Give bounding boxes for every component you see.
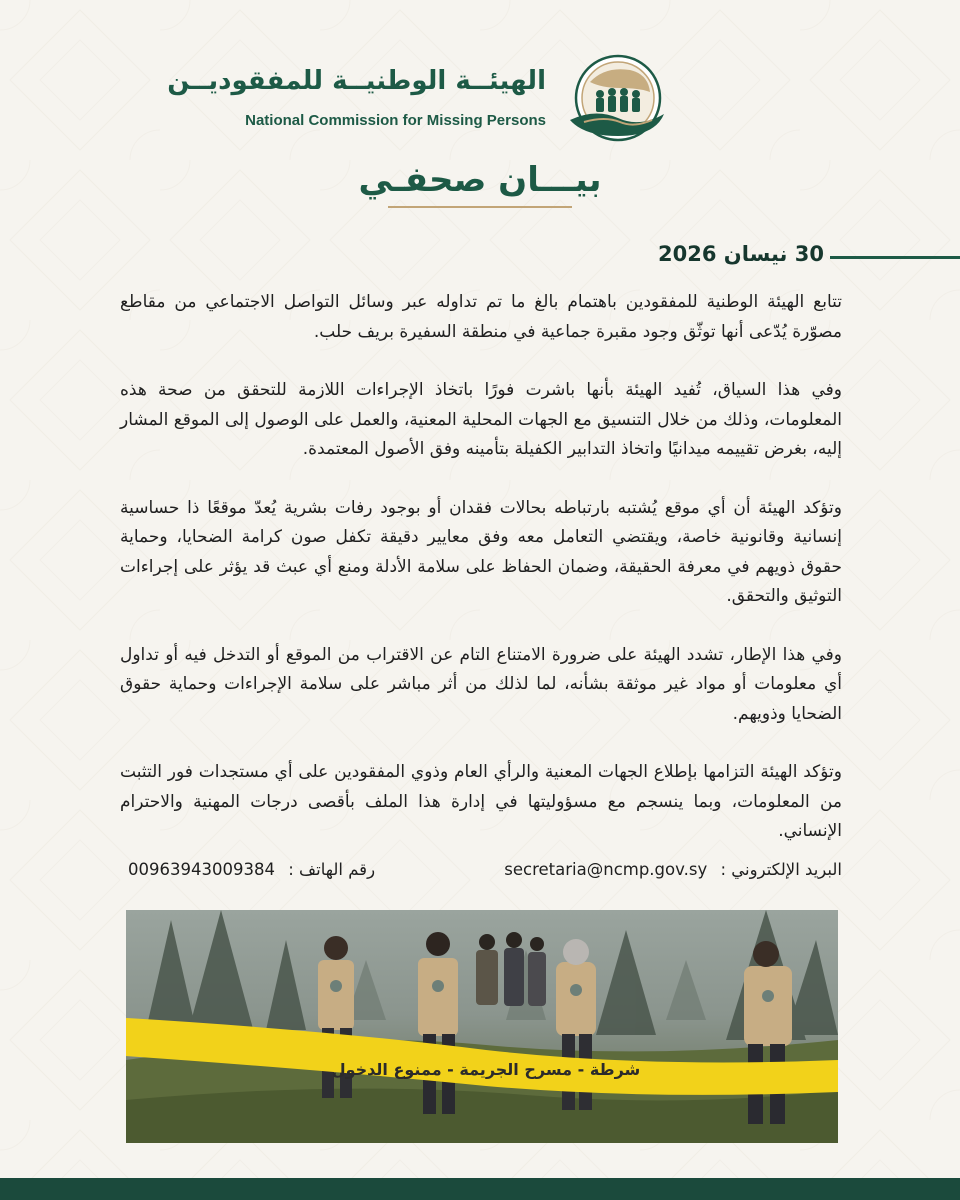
header (167, 52, 670, 147)
paragraph-1: تتابع الهيئة الوطنية للمفقودين باهتمام بالغ ما تم تداوله عبر وسائل التواصل الاجتماعي من مقاطع مصوّرة يُدّعى أنها توثّق وجود مقبرة جماعية في منطقة السفيرة بريف حلب. (120, 292, 842, 342)
email-value[interactable]: secretaria@ncmp.gov.sy (504, 860, 708, 879)
phone-value[interactable]: 00963943009384 (128, 860, 275, 879)
organization-name-english: National Commission for Missing Persons (245, 112, 546, 129)
date-row (0, 240, 960, 276)
police-tape-text: شرطة - مسرح الجريمة - ممنوع الدخول (331, 1060, 641, 1079)
contact-row (120, 860, 842, 890)
paragraph-3: وتؤكد الهيئة أن أي موقع يُشتبه بارتباطه بحالات فقدان أو بوجود رفات بشرية يُعدّ موقعًا ذا حساسية إنسانية وقانونية خاصة، ويقتضي التعامل معه وفق معايير دقيقة تكفل صون كرامة الضحايا، وحماية حقوق ذويهم في معرفة الحقيقة، وضمان الحفاظ على سلامة الأدلة ومنع أي عبث قد يؤثر على إجراءات التوثيق والتحقق. (120, 497, 842, 606)
paragraph-5: وتؤكد الهيئة التزامها بإطلاع الجهات المعنية والرأي العام وذوي المفقودين على أي مستجدات فور التثبت من المعلومات، وبما ينسجم مع مسؤوليتها في إدارة هذا الملف بأقصى درجات المهنية والاحترام الإنساني. (120, 762, 842, 841)
contact-email (504, 860, 842, 879)
paragraph-2: وفي هذا السياق، تُفيد الهيئة بأنها باشرت فورًا باتخاذ الإجراءات اللازمة للتحقق من صحة هذه المعلومات، وذلك من خلال التنسيق مع الجهات المحلية المعنية، والعمل على الوصول إلى الموقع المشار إليه، بغرض تقييمه ميدانيًا واتخاذ التدابير الكفيلة بتأمينه وفق الأصول المعتمدة. (120, 380, 842, 459)
phone-label: رقم الهاتف : (288, 860, 376, 879)
date-accent-bar (830, 256, 960, 259)
title-underline (388, 206, 572, 208)
organization-logo-emblem (560, 52, 670, 147)
statement-date: 30 نيسان 2026 (658, 242, 824, 266)
scene-photo (126, 910, 838, 1143)
footer-bar (0, 1178, 960, 1200)
organization-name-arabic: الهيئــة الوطنيــة للمفقوديــن (167, 66, 546, 96)
contact-phone (128, 860, 375, 879)
email-label: البريد الإلكتروني : (720, 860, 842, 879)
page-title: بيـــان صحفـي (358, 160, 602, 200)
paragraph-4: وفي هذا الإطار، تشدد الهيئة على ضرورة الامتناع التام عن الاقتراب من الموقع أو التدخل فيه أو تداول أي معلومات أو مواد غير موثقة بشأنه، لما لذلك من أثر مباشر على سلامة الإجراءات وحماية حقوق الضحايا وذويهم. (120, 644, 842, 724)
statement-body (120, 288, 842, 876)
